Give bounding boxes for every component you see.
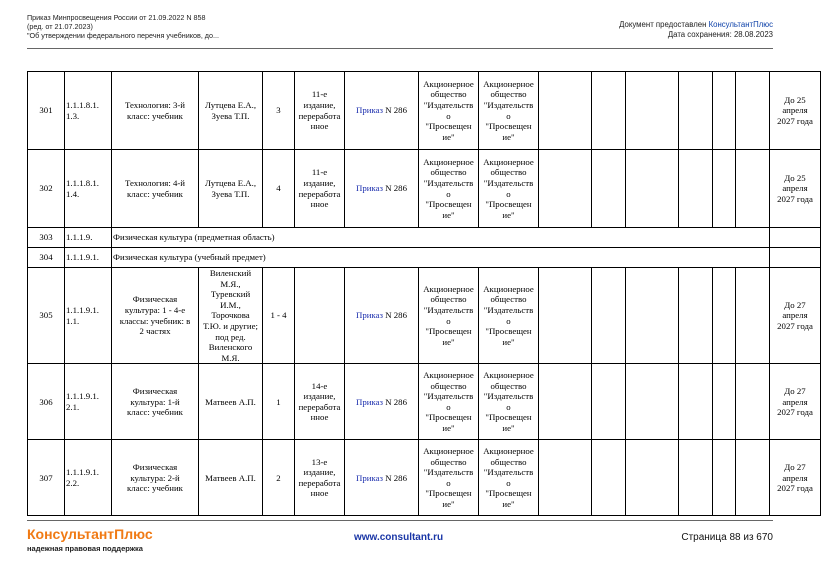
publisher-2: Акционерное общество "Издательств о "Просвещен ие" bbox=[479, 150, 539, 228]
textbook-author: Матвеев А.П. bbox=[199, 440, 263, 516]
grade: 4 bbox=[263, 150, 295, 228]
edition: 13-е издание, переработа нное bbox=[295, 440, 345, 516]
order-reference bbox=[345, 150, 419, 228]
row-number: 305 bbox=[28, 268, 65, 364]
brand-name: КонсультантПлюс bbox=[27, 526, 153, 542]
textbook-author: Лутцева Е.А., Зуева Т.П. bbox=[199, 72, 263, 150]
publisher-2: Акционерное общество "Издательств о "Просвещен ие" bbox=[479, 72, 539, 150]
row-code: 1.1.1.9.1. bbox=[65, 248, 112, 268]
textbook-author: Виленский М.Я., Туревский И.М., Торочкова Т.Ю. и другие; под ред. Виленского М.Я. bbox=[199, 268, 263, 364]
footer-logo bbox=[27, 526, 153, 553]
empty-cell bbox=[592, 268, 626, 364]
textbook-author: Матвеев А.П. bbox=[199, 364, 263, 440]
empty-cell bbox=[626, 268, 679, 364]
publisher: Акционерное общество "Издательств о "Просвещен ие" bbox=[419, 268, 479, 364]
table-row bbox=[28, 150, 821, 228]
site-link[interactable]: www.consultant.ru bbox=[354, 532, 444, 543]
header-divider bbox=[27, 48, 773, 49]
row-number: 302 bbox=[28, 150, 65, 228]
row-number: 301 bbox=[28, 72, 65, 150]
empty-cell bbox=[626, 150, 679, 228]
empty-cell bbox=[736, 364, 770, 440]
section-title: Физическая культура (предметная область) bbox=[112, 228, 770, 248]
edition: 11-е издание, переработа нное bbox=[295, 150, 345, 228]
empty-cell bbox=[713, 440, 736, 516]
empty-cell bbox=[679, 150, 713, 228]
order-reference bbox=[345, 268, 419, 364]
brand-tagline: надежная правовая поддержка bbox=[27, 544, 143, 553]
section-title: Физическая культура (учебный предмет) bbox=[112, 248, 770, 268]
order-link[interactable]: Приказ bbox=[356, 105, 384, 116]
row-code: 1.1.1.9. bbox=[65, 228, 112, 248]
empty-cell bbox=[592, 440, 626, 516]
edition: 14-е издание, переработа нное bbox=[295, 364, 345, 440]
provider-link[interactable]: КонсультантПлюс bbox=[708, 20, 773, 29]
table-row bbox=[28, 228, 821, 248]
valid-until: До 27 апреля 2027 года bbox=[770, 440, 821, 516]
row-code: 1.1.1.9.1. 2.1. bbox=[65, 364, 112, 440]
publisher: Акционерное общество "Издательств о "Просвещен ие" bbox=[419, 150, 479, 228]
order-link[interactable]: Приказ bbox=[356, 396, 384, 407]
footer-divider bbox=[27, 520, 773, 521]
row-number: 306 bbox=[28, 364, 65, 440]
publisher-2: Акционерное общество "Издательств о "Просвещен ие" bbox=[479, 364, 539, 440]
empty-cell bbox=[626, 440, 679, 516]
empty-cell bbox=[770, 248, 821, 268]
order-link[interactable]: Приказ bbox=[356, 310, 384, 321]
empty-cell bbox=[592, 150, 626, 228]
doc-revision: (ред. от 21.07.2023) bbox=[27, 22, 93, 31]
textbook-title: Физическая культура: 2-й класс: учебник bbox=[112, 440, 199, 516]
order-link[interactable]: Приказ bbox=[356, 472, 384, 483]
publisher-2: Акционерное общество "Издательств о "Просвещен ие" bbox=[479, 440, 539, 516]
textbook-table bbox=[27, 71, 821, 516]
empty-cell bbox=[539, 268, 592, 364]
row-number: 304 bbox=[28, 248, 65, 268]
table-row bbox=[28, 440, 821, 516]
row-number: 303 bbox=[28, 228, 65, 248]
empty-cell bbox=[736, 72, 770, 150]
grade: 3 bbox=[263, 72, 295, 150]
empty-cell bbox=[736, 150, 770, 228]
doc-title: Приказ Минпросвещения России от 21.09.2022 N 858 bbox=[27, 13, 206, 22]
empty-cell bbox=[539, 150, 592, 228]
empty-cell bbox=[592, 364, 626, 440]
row-code: 1.1.1.8.1. 1.4. bbox=[65, 150, 112, 228]
provided-by: Документ предоставлен КонсультантПлюс bbox=[619, 20, 773, 29]
order-reference bbox=[345, 364, 419, 440]
order-number: N 286 bbox=[383, 472, 407, 483]
order-number: N 286 bbox=[383, 183, 407, 194]
valid-until: До 25 апреля 2027 года bbox=[770, 150, 821, 228]
empty-cell bbox=[539, 364, 592, 440]
order-number: N 286 bbox=[383, 396, 407, 407]
textbook-title: Технология: 3-й класс: учебник bbox=[112, 72, 199, 150]
valid-until: До 25 апреля 2027 года bbox=[770, 72, 821, 150]
edition bbox=[295, 268, 345, 364]
empty-cell bbox=[679, 72, 713, 150]
table-row bbox=[28, 72, 821, 150]
order-reference bbox=[345, 440, 419, 516]
order-reference bbox=[345, 72, 419, 150]
empty-cell bbox=[679, 440, 713, 516]
row-code: 1.1.1.8.1. 1.3. bbox=[65, 72, 112, 150]
publisher-2: Акционерное общество "Издательств о "Просвещен ие" bbox=[479, 268, 539, 364]
publisher: Акционерное общество "Издательств о "Просвещен ие" bbox=[419, 440, 479, 516]
textbook-title: Физическая культура: 1-й класс: учебник bbox=[112, 364, 199, 440]
table-row bbox=[28, 364, 821, 440]
table-row bbox=[28, 268, 821, 364]
empty-cell bbox=[539, 440, 592, 516]
publisher: Акционерное общество "Издательств о "Просвещен ие" bbox=[419, 72, 479, 150]
empty-cell bbox=[713, 364, 736, 440]
empty-cell bbox=[736, 268, 770, 364]
order-link[interactable]: Приказ bbox=[356, 183, 384, 194]
save-date: Дата сохранения: 28.08.2023 bbox=[667, 30, 773, 39]
publisher: Акционерное общество "Издательств о "Просвещен ие" bbox=[419, 364, 479, 440]
empty-cell bbox=[592, 72, 626, 150]
textbook-author: Лутцева Е.А., Зуева Т.П. bbox=[199, 150, 263, 228]
table-row bbox=[28, 248, 821, 268]
empty-cell bbox=[539, 72, 592, 150]
edition: 11-е издание, переработа нное bbox=[295, 72, 345, 150]
row-number: 307 bbox=[28, 440, 65, 516]
valid-until: До 27 апреля 2027 года bbox=[770, 268, 821, 364]
empty-cell bbox=[713, 72, 736, 150]
valid-until: До 27 апреля 2027 года bbox=[770, 364, 821, 440]
empty-cell bbox=[626, 364, 679, 440]
page-counter: Страница 88 из 670 bbox=[681, 532, 773, 543]
grade: 1 - 4 bbox=[263, 268, 295, 364]
order-number: N 286 bbox=[383, 105, 407, 116]
document-header bbox=[27, 13, 219, 40]
doc-subtitle: "Об утверждении федерального перечня учебников, до... bbox=[27, 31, 219, 40]
empty-cell bbox=[626, 72, 679, 150]
empty-cell bbox=[736, 440, 770, 516]
textbook-title: Технология: 4-й класс: учебник bbox=[112, 150, 199, 228]
grade: 1 bbox=[263, 364, 295, 440]
order-number: N 286 bbox=[383, 310, 407, 321]
empty-cell bbox=[770, 228, 821, 248]
textbook-title: Физическая культура: 1 - 4-е классы: учебник: в 2 частях bbox=[112, 268, 199, 364]
empty-cell bbox=[679, 364, 713, 440]
grade: 2 bbox=[263, 440, 295, 516]
empty-cell bbox=[713, 268, 736, 364]
provider-info bbox=[619, 20, 773, 40]
empty-cell bbox=[679, 268, 713, 364]
empty-cell bbox=[713, 150, 736, 228]
row-code: 1.1.1.9.1. 1.1. bbox=[65, 268, 112, 364]
row-code: 1.1.1.9.1. 2.2. bbox=[65, 440, 112, 516]
